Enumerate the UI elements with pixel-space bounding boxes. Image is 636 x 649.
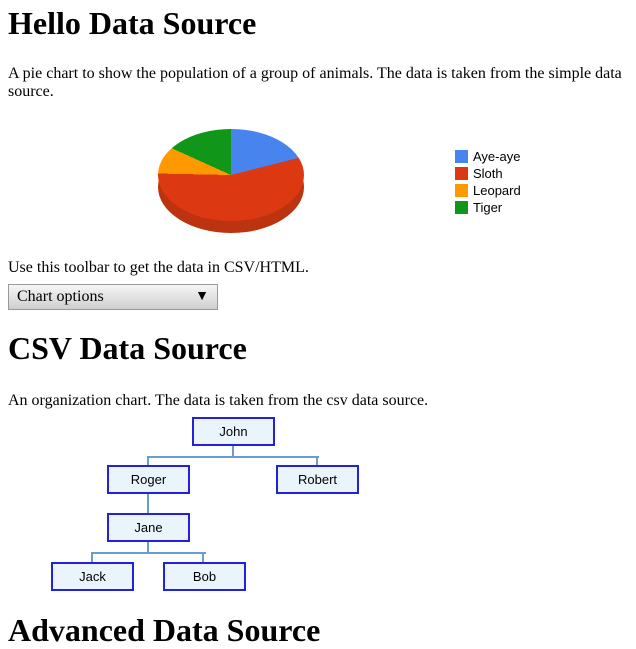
- pie-legend: [455, 150, 521, 218]
- org-chart: [8, 416, 628, 592]
- org-node-roger[interactable]: Roger: [107, 465, 190, 494]
- pie-3d-wrap: [158, 129, 304, 233]
- heading-hello-data-source: Hello Data Source: [8, 5, 257, 41]
- legend-label: Aye-aye: [473, 148, 521, 164]
- legend-swatch-icon: [455, 150, 468, 163]
- org-connector: [91, 552, 93, 562]
- pie-chart: [8, 119, 628, 251]
- org-connector: [147, 494, 149, 513]
- org-connector: [232, 446, 234, 456]
- heading-advanced-data-source: Advanced Data Source: [8, 612, 321, 649]
- legend-swatch-icon: [455, 201, 468, 214]
- chart-options-dropdown[interactable]: [8, 284, 218, 310]
- org-node-jack[interactable]: Jack: [51, 562, 134, 591]
- dropdown-label: Chart options: [17, 287, 104, 305]
- org-connector: [147, 456, 319, 458]
- org-connector: [202, 552, 204, 562]
- page: [8, 5, 628, 649]
- hello-description: A pie chart to show the population of a group of animals. The data is taken from the simple data source.: [8, 64, 622, 101]
- org-node-john[interactable]: John: [192, 417, 275, 446]
- chevron-down-icon: ▼: [195, 288, 209, 304]
- pie-slices[interactable]: [158, 129, 304, 221]
- legend-label: Tiger: [473, 199, 503, 215]
- heading-csv-data-source: CSV Data Source: [8, 329, 247, 366]
- org-connector: [316, 456, 318, 465]
- org-connector: [91, 552, 206, 554]
- legend-swatch-icon: [455, 167, 468, 180]
- csv-description: An organization chart. The data is taken from the csv data source.: [8, 391, 429, 409]
- org-connector: [147, 456, 149, 465]
- legend-swatch-icon: [455, 184, 468, 197]
- legend-item[interactable]: [455, 150, 521, 163]
- legend-item[interactable]: [455, 184, 521, 197]
- legend-item[interactable]: [455, 167, 521, 180]
- toolbar-hint: Use this toolbar to get the data in CSV/HTML.: [8, 258, 309, 276]
- legend-label: Sloth: [473, 165, 503, 181]
- org-connector: [147, 542, 149, 552]
- org-node-robert[interactable]: Robert: [276, 465, 359, 494]
- org-node-jane[interactable]: Jane: [107, 513, 190, 542]
- legend-label: Leopard: [473, 182, 521, 198]
- legend-item[interactable]: [455, 201, 521, 214]
- org-node-bob[interactable]: Bob: [163, 562, 246, 591]
